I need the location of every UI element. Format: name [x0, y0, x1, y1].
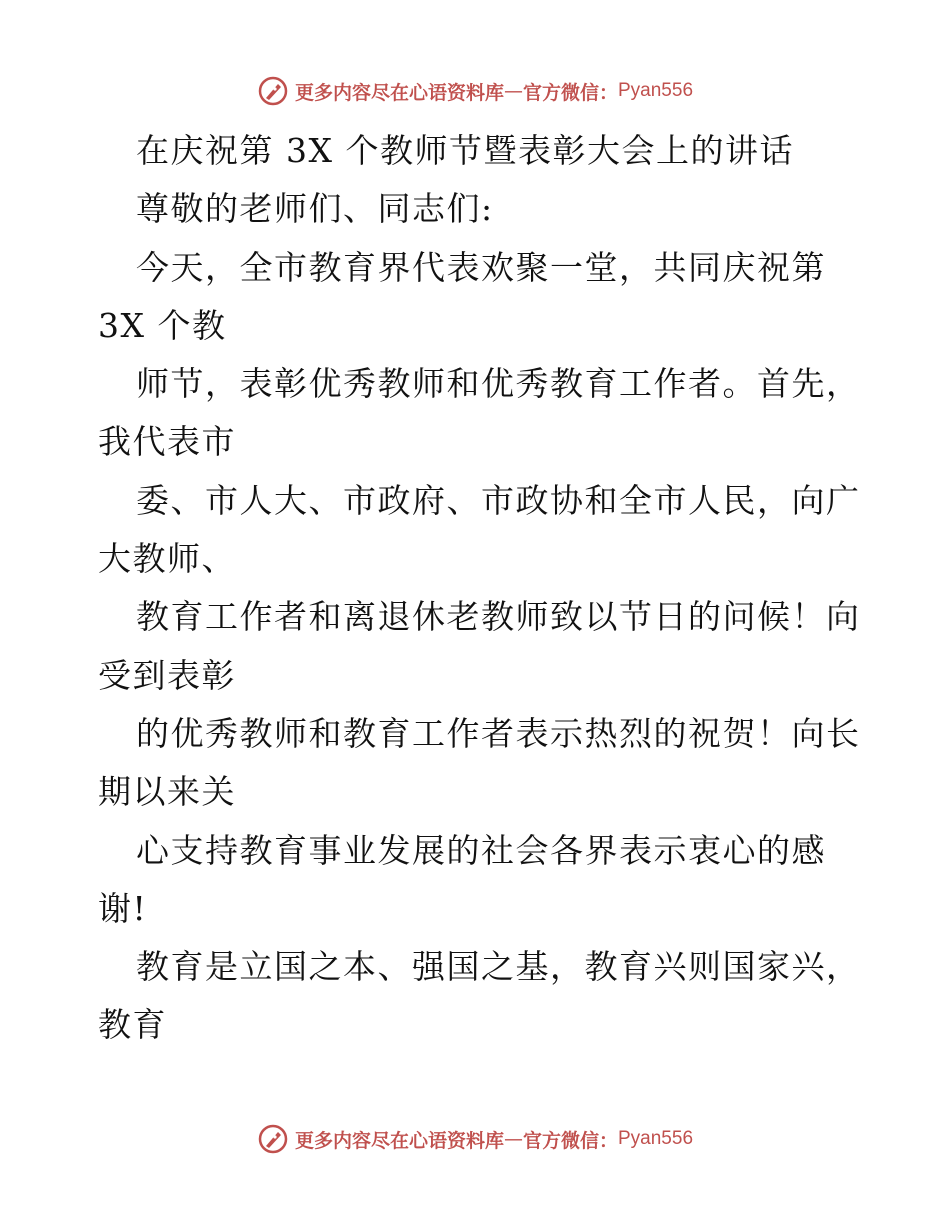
- document-line: 教育是立国之本、强国之基，教育兴则国家兴，: [136, 947, 861, 987]
- banner-site-text: 更多内容尽在心语资料库: [294, 81, 504, 104]
- document-line: 师节，表彰优秀教师和优秀教育工作者。首先，: [136, 364, 861, 404]
- banner-wechat-label: 官方微信：: [522, 81, 618, 104]
- document-line: 今天，全市教育界代表欢聚一堂，共同庆祝第: [136, 247, 826, 287]
- document-line: 谢!: [98, 888, 148, 928]
- banner-separator: —: [503, 1128, 523, 1150]
- pen-nib-logo-icon: [257, 75, 289, 107]
- banner-site-text: 更多内容尽在心语资料库: [294, 1129, 504, 1152]
- document-line: 大教师、: [98, 539, 236, 579]
- document-line: 在庆祝第 3X 个教师节暨表彰大会上的讲话: [136, 131, 794, 170]
- banner-separator: —: [503, 80, 523, 102]
- header-banner: [0, 71, 950, 111]
- document-line: 心支持教育事业发展的社会各界表示衷心的感: [136, 830, 826, 870]
- document-line: 期以来关: [98, 772, 236, 812]
- document-line: 受到表彰: [98, 655, 236, 695]
- banner-account: Pyan556: [618, 1128, 694, 1149]
- pen-nib-logo-icon: [257, 1123, 289, 1155]
- document-line: 的优秀教师和教育工作者表示热烈的祝贺！向长: [136, 713, 861, 753]
- banner-wechat-label: 官方微信：: [522, 1129, 618, 1152]
- document-body: [98, 122, 861, 1055]
- document-line: 教育: [98, 1005, 167, 1045]
- document-line: 我代表市: [98, 422, 236, 462]
- footer-banner: [0, 1119, 950, 1159]
- document-line: 委、市人大、市政府、市政协和全市人民，向广: [136, 480, 861, 520]
- document-line: 3X 个教: [98, 305, 227, 345]
- banner-account: Pyan556: [618, 80, 694, 101]
- document-line: 教育工作者和离退休老教师致以节日的问候！向: [136, 597, 861, 637]
- document-line: 尊敬的老师们、同志们:: [136, 189, 494, 229]
